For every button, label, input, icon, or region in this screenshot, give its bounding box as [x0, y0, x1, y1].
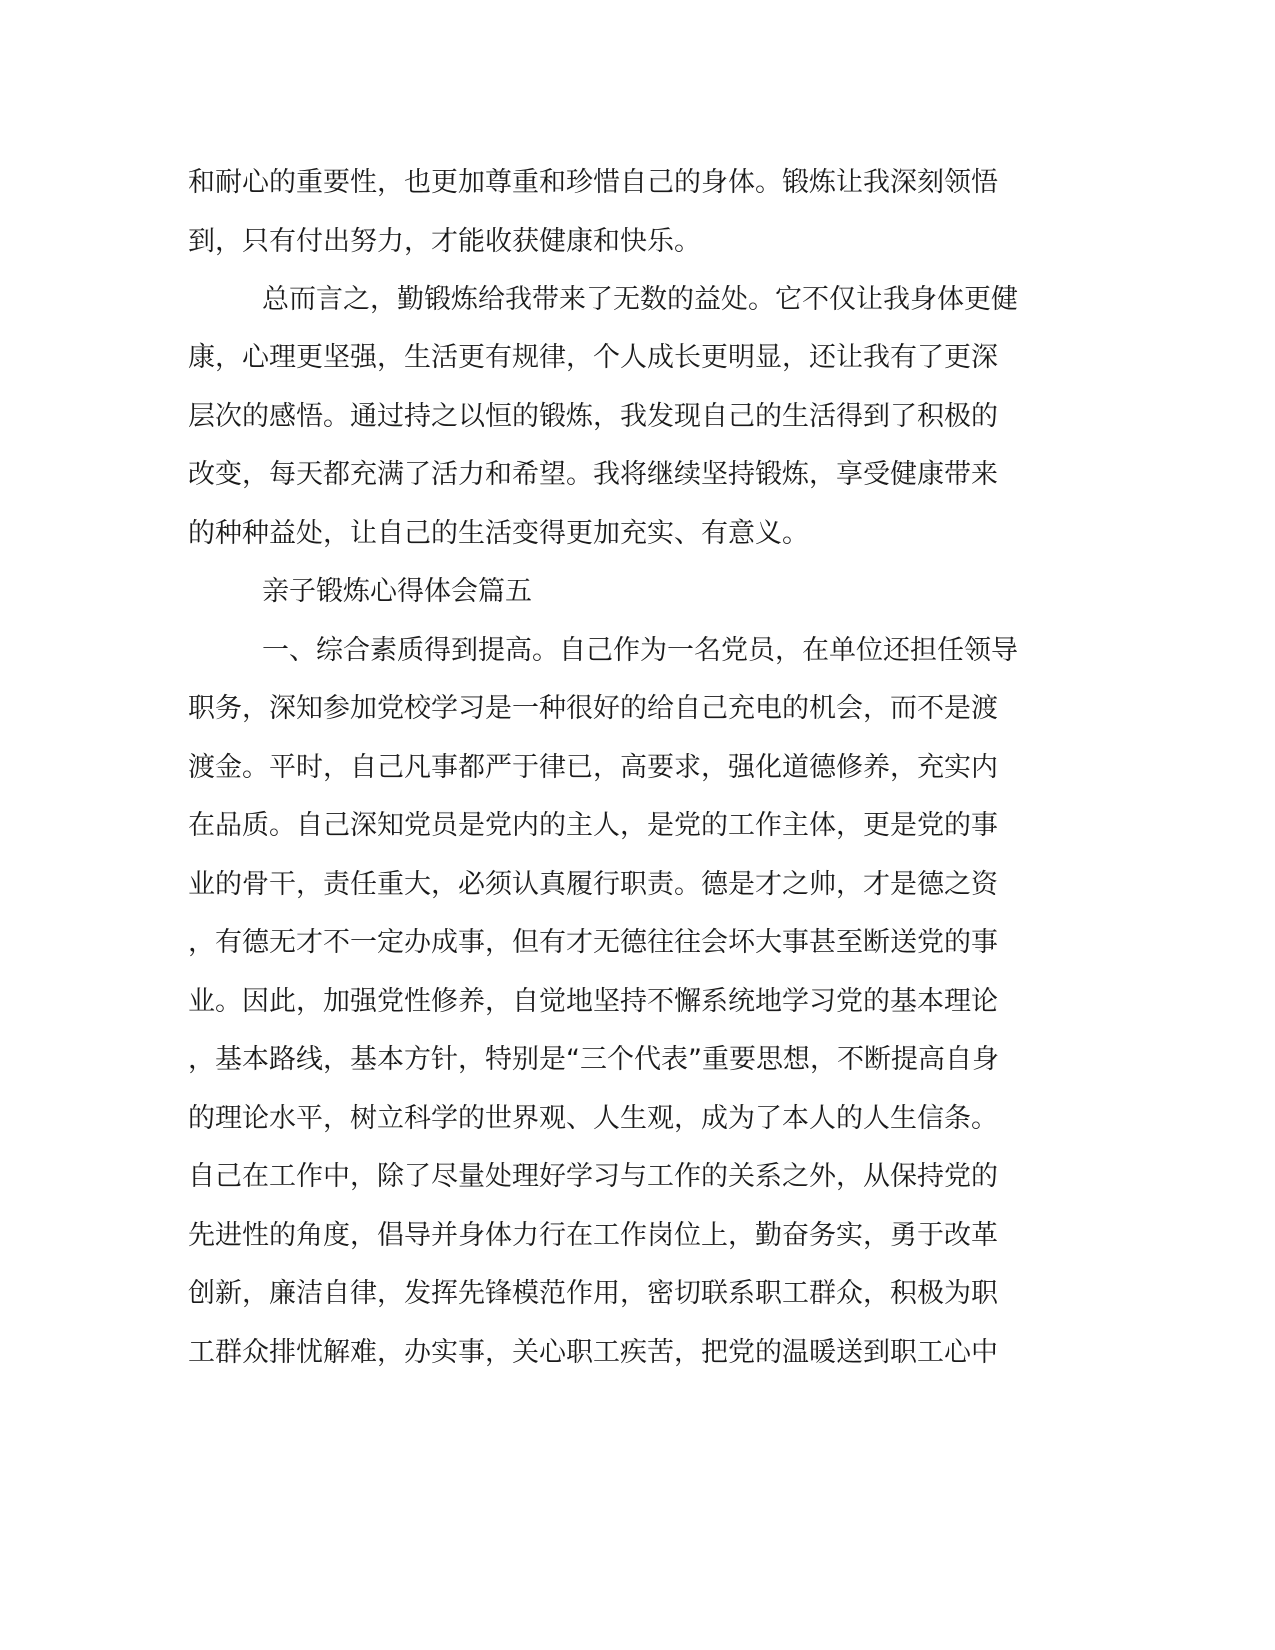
text-line: 工群众排忧解难，办实事，关心职工疾苦，把党的温暖送到职工心中 [188, 1337, 998, 1368]
text-line: 业的骨干，责任重大，必须认真履行职责。德是才之帅，才是德之资 [188, 869, 998, 900]
paragraph-start-line: 一、综合素质得到提高。自己作为一名党员，在单位还担任领导 [262, 635, 1018, 666]
text-line: 创新，廉洁自律，发挥先锋模范作用，密切联系职工群众，积极为职 [188, 1278, 998, 1309]
text-line: 的理论水平，树立科学的世界观、人生观，成为了本人的人生信条。 [188, 1103, 998, 1134]
text-line: 在品质。自己深知党员是党内的主人，是党的工作主体，更是党的事 [188, 810, 998, 841]
text-line: 自己在工作中，除了尽量处理好学习与工作的关系之外，从保持党的 [188, 1161, 998, 1192]
section-heading: 亲子锻炼心得体会篇五 [262, 576, 532, 607]
paragraph-start-line: 总而言之，勤锻炼给我带来了无数的益处。它不仅让我身体更健 [262, 284, 1018, 315]
text-line: 的种种益处，让自己的生活变得更加充实、有意义。 [188, 518, 809, 549]
text-line: 和耐心的重要性，也更加尊重和珍惜自己的身体。锻炼让我深刻领悟 [188, 167, 998, 198]
text-line: 层次的感悟。通过持之以恒的锻炼，我发现自己的生活得到了积极的 [188, 401, 998, 432]
text-line: 业。因此，加强党性修养，自觉地坚持不懈系统地学习党的基本理论 [188, 986, 998, 1017]
text-line: 到，只有付出努力，才能收获健康和快乐。 [188, 226, 701, 257]
text-line: 先进性的角度，倡导并身体力行在工作岗位上，勤奋务实，勇于改革 [188, 1220, 998, 1251]
text-line: ，基本路线，基本方针，特别是“三个代表”重要思想，不断提高自身 [188, 1044, 999, 1075]
text-line: 职务，深知参加党校学习是一种很好的给自己充电的机会，而不是渡 [188, 693, 998, 724]
text-line: 康，心理更坚强，生活更有规律，个人成长更明显，还让我有了更深 [188, 342, 998, 373]
text-line: ，有德无才不一定办成事，但有才无德往往会坏大事甚至断送党的事 [188, 927, 998, 958]
text-line: 渡金。平时，自己凡事都严于律已，高要求，强化道德修养，充实内 [188, 752, 998, 783]
text-line: 改变，每天都充满了活力和希望。我将继续坚持锻炼，享受健康带来 [188, 459, 998, 490]
